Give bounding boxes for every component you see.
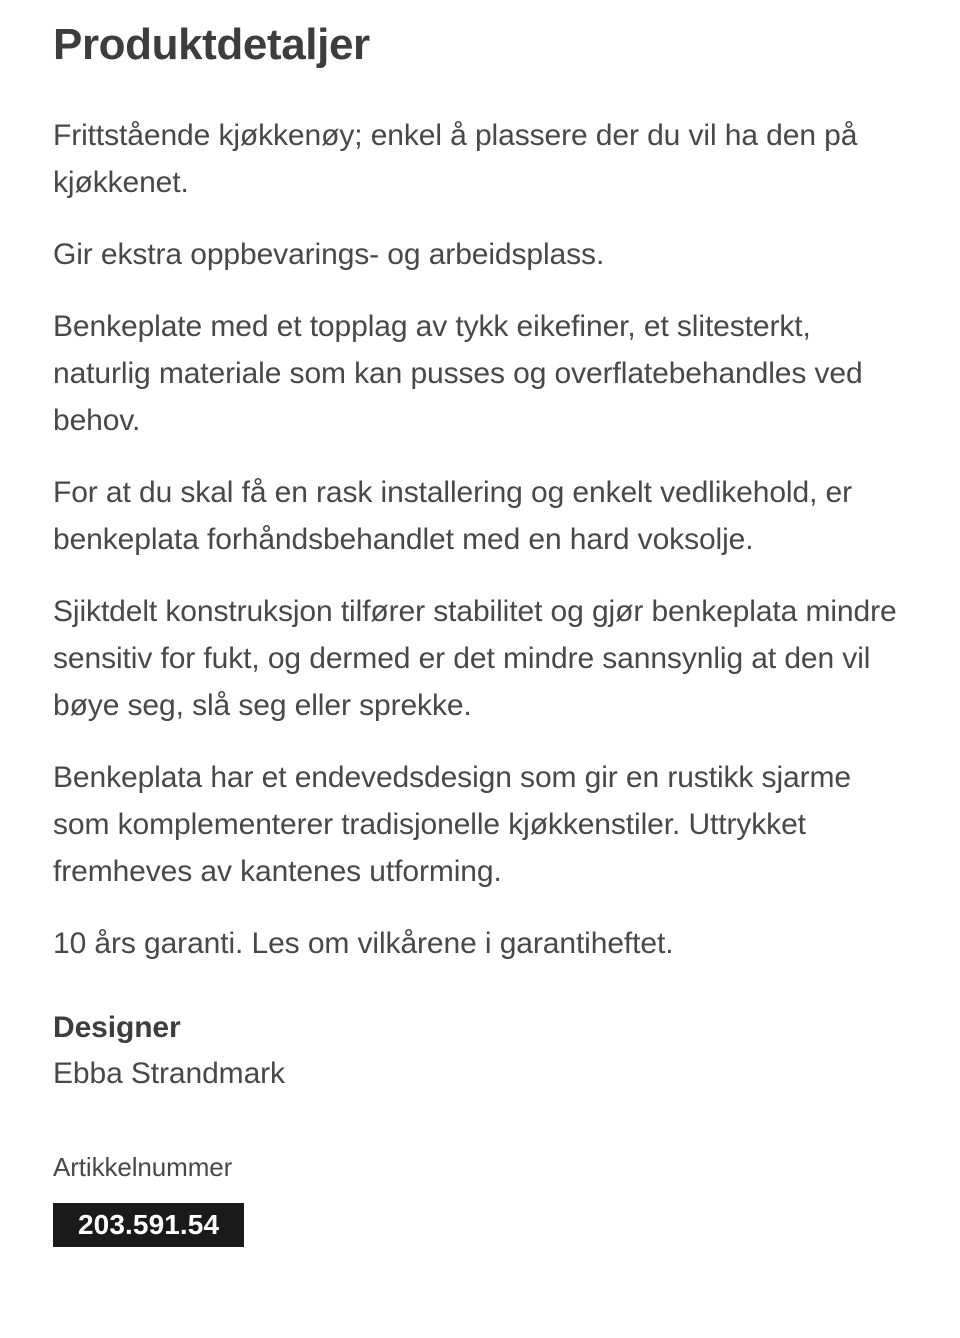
article-number-label: Artikkelnummer [53, 1152, 233, 1183]
detail-paragraph-warranty: 10 års garanti. Les om vilkårene i garantiheftet. [53, 927, 674, 961]
detail-paragraph-6: Benkeplata har et endevedsdesign som gir en rustikk sjarme som komplementerer tradisjonelle kjøkkenstiler. Uttrykket fremheves av kantenes utforming. [53, 761, 851, 889]
designer-name: Ebba Strandmark [53, 1057, 285, 1091]
product-details-text [53, 112, 905, 967]
detail-paragraph-5: Sjiktdelt konstruksjon tilfører stabilitet og gjør benkeplata mindre sensitiv for fukt, og dermed er det mindre sannsynlig at den vil bøye seg, slå seg eller sprekke. [53, 595, 897, 723]
designer-label: Designer [53, 1011, 181, 1045]
article-number-badge: 203.591.54 [53, 1203, 244, 1247]
detail-paragraph-2: Gir ekstra oppbevarings- og arbeidsplass. [53, 238, 605, 272]
article-number-section [53, 1150, 905, 1247]
detail-paragraph-3: Benkeplate med et topplag av tykk eikefiner, et slitesterkt, naturlig materiale som kan pusses og overflatebehandles ved behov. [53, 310, 863, 438]
detail-paragraph-1: Frittstående kjøkkenøy; enkel å plassere der du vil ha den på kjøkkenet. [53, 119, 858, 200]
designer-section [53, 1005, 905, 1097]
detail-paragraph-4: For at du skal få en rask installering og enkelt vedlikehold, er benkeplata forhåndsbehandlet med en hard voksolje. [53, 476, 853, 557]
page-title: Produktdetaljer [53, 20, 370, 69]
